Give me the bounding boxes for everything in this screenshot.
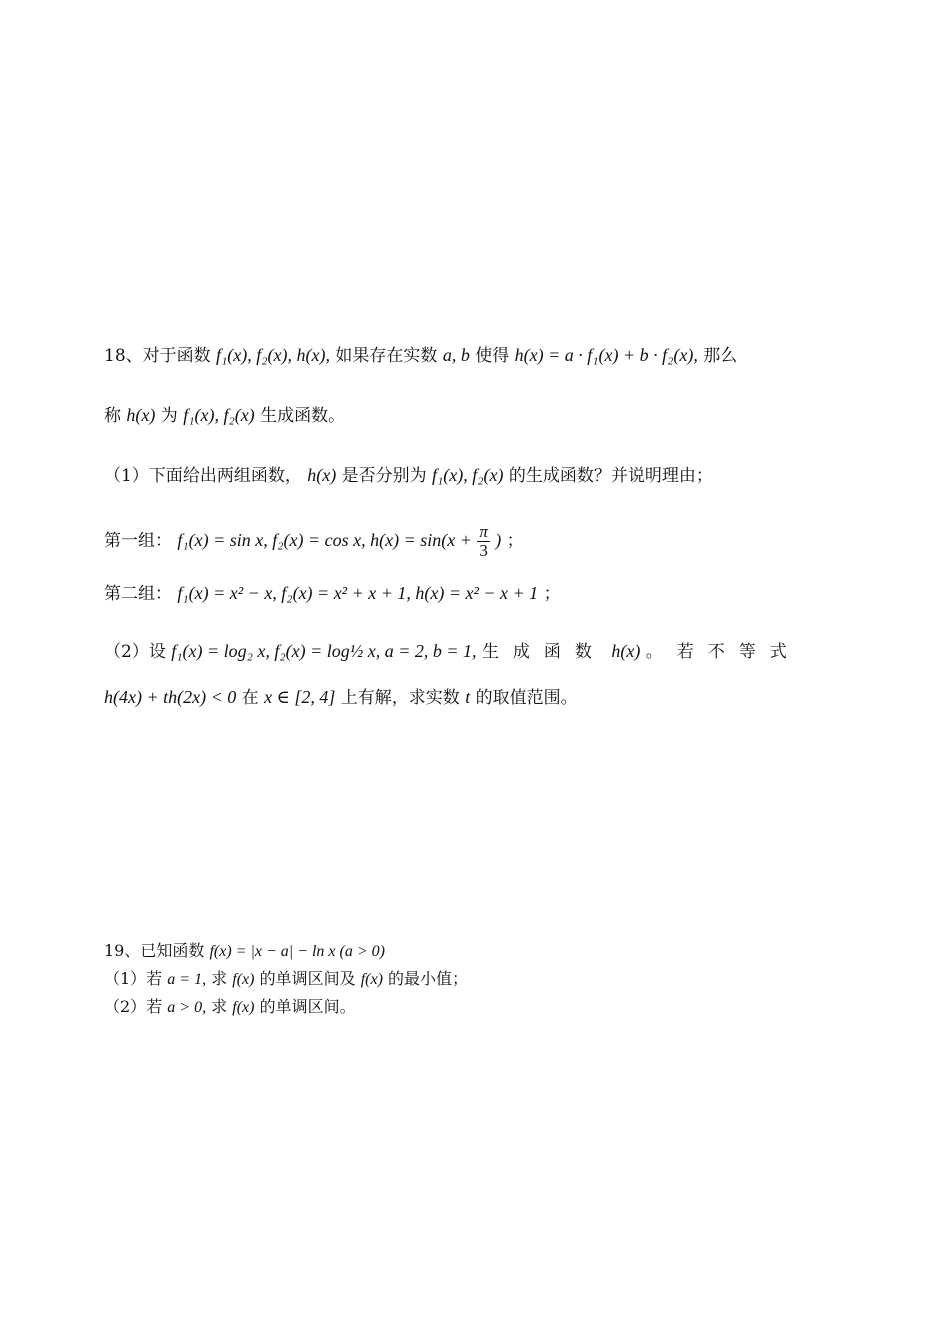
p19-part2-mid: 求 [211,997,228,1016]
part1-mid: 是否分别为 [341,466,427,486]
problem18-funcs2: f₁(x), f₂(x) [183,405,255,425]
p19-part1-mid2: 的单调区间及 [259,969,356,988]
problem18-wei: 为 [160,406,178,426]
p19-part1-tail: 的最小值； [387,969,468,988]
problem18-part1 [104,462,850,489]
p19-part2-f: f(x) [232,999,255,1016]
p19-part2-tail: 的单调区间。 [259,997,356,1016]
part2b-t: t [465,687,471,707]
group2-line [104,580,850,607]
pi-over-3-fraction [477,523,490,560]
problem18-tail: 那么 [703,346,738,366]
fraction-numerator: π [479,522,488,541]
part2-prefix: （2）设 [104,642,166,662]
problem18-funcs: f₁(x), f₂(x), h(x), [216,345,330,365]
problem19-line1 [104,938,850,965]
part1-tail: 的生成函数？并说明理由； [508,466,713,486]
part2-h: h(x) [611,641,641,661]
p19-part1-cond: a = 1, [167,971,207,988]
problem18-line1 [104,342,850,369]
part2b-tail1: 上有解，求实数 [340,688,460,708]
group2-label: 第二组： [104,584,172,604]
problem19-intro: 19、已知函数 [104,941,205,960]
group2-end: ； [543,584,561,604]
problem18-intro: 18、对于函数 [104,346,211,366]
group1-formula: f₁(x) = sin x, f₂(x) = cos x, h(x) = sin(x + [177,530,472,550]
problem18-ab: a, b [442,345,470,365]
problem18-call: 称 [104,406,121,426]
p19-part2-prefix: （2）若 [104,997,163,1016]
p19-part1-mid: 求 [211,969,228,988]
part1-funcs: f₁(x), f₂(x) [432,465,504,485]
problem18-line2 [104,402,850,429]
problem18-h: h(x) [126,405,156,425]
problem18-part2b [104,684,850,711]
problem18-part2 [104,638,850,665]
problem18-line2-tail: 生成函数。 [260,406,346,426]
problem18-formula: h(x) = a · f₁(x) + b · f₂(x), [514,345,698,365]
group1-line [104,522,850,560]
part2b-zai: 在 [241,688,259,708]
part2-tail: 。若不等式 [645,642,801,662]
group1-label: 第一组： [104,531,172,551]
problem19-part2 [104,994,850,1021]
group1-end: ； [506,531,524,551]
part2-formula: f₁(x) = log₂ x, f₂(x) = log½ x, a = 2, b = 1, [171,641,477,661]
part1-prefix: （1）下面给出两组函数， [104,466,302,486]
p19-part2-cond: a > 0, [167,999,207,1016]
problem18-mid: 如果存在实数 [335,346,438,366]
p19-part1-prefix: （1）若 [104,969,163,988]
part2-mid: 生成函数 [481,642,606,662]
problem19-part1 [104,966,850,993]
part1-h: h(x) [307,465,337,485]
part2b-tail2: 的取值范围。 [475,688,578,708]
problem18-use: 使得 [475,346,510,366]
group2-formula: f₁(x) = x² − x, f₂(x) = x² + x + 1, h(x) = x² − x + 1 [177,583,539,603]
problem19-formula: f(x) = |x − a| − ln x (a > 0) [209,943,385,960]
fraction-denominator: 3 [479,541,488,560]
part2b-formula: h(4x) + th(2x) < 0 [104,687,237,707]
group1-close: ) [495,530,502,550]
p19-part1-f1: f(x) [232,971,255,988]
p19-part1-f2: f(x) [360,971,383,988]
part2b-range: x ∈ [2, 4] [264,687,336,707]
